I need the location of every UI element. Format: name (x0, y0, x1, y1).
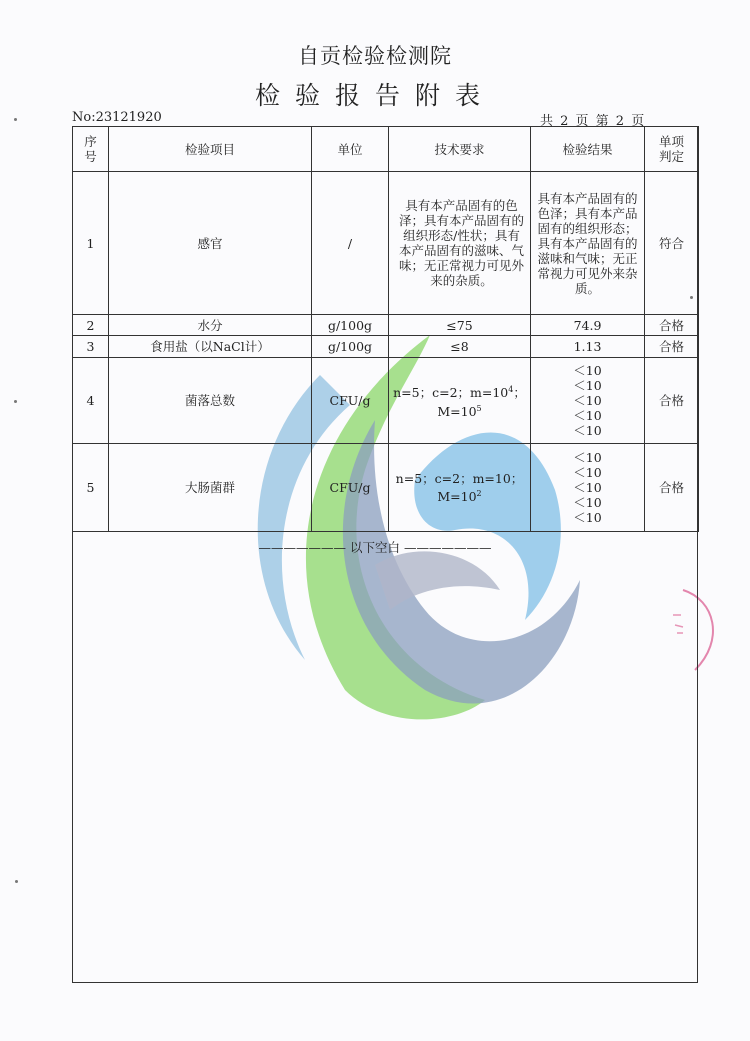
row-seq: 3 (73, 336, 109, 358)
row-unit: CFU/g (312, 358, 389, 444)
row-requirement: ≤8 (389, 336, 531, 358)
row-result: 1.13 (531, 336, 645, 358)
result-value: ＜10 (573, 480, 602, 495)
requirement-line2: M=10 (437, 489, 477, 505)
requirement-line2: M=10 (437, 403, 477, 419)
result-value: ＜10 (573, 378, 602, 393)
result-value: ＜10 (573, 363, 602, 378)
scan-speck (15, 880, 18, 883)
requirement-sep: ； (513, 385, 526, 401)
row-result (531, 358, 645, 444)
row-seq: 1 (73, 172, 109, 315)
row-item: 菌落总数 (109, 358, 312, 444)
row-item: 大肠菌群 (109, 444, 312, 532)
requirement-line1: n=5；c=2；m=10； (395, 470, 524, 486)
row-seq: 2 (73, 315, 109, 336)
header-result: 检验结果 (531, 127, 645, 172)
table-row (73, 444, 699, 532)
requirement-line1: n=5；c=2；m=10 (393, 385, 509, 401)
row-item: 食用盐（以NaCl计） (109, 336, 312, 358)
requirement-exp-m: 4 (508, 385, 514, 395)
row-verdict: 合格 (645, 336, 699, 358)
requirement-exp-M: 5 (476, 403, 482, 413)
row-seq: 5 (73, 444, 109, 532)
page-info: 共 2 页 第 2 页 (540, 114, 645, 129)
scan-speck (14, 400, 17, 403)
result-value: ＜10 (573, 450, 602, 465)
result-value: ＜10 (573, 393, 602, 408)
table-row (73, 358, 699, 444)
scan-speck (14, 118, 17, 121)
row-verdict: 符合 (645, 172, 699, 315)
report-subtitle: 检验报告附表 (254, 81, 495, 110)
row-requirement: 具有本产品固有的色泽；具有本产品固有的组织形态/性状；具有本产品固有的滋味、气味；无正常视力可见外来的杂质。 (389, 172, 531, 315)
result-value: ＜10 (573, 465, 602, 480)
row-requirement: ≤75 (389, 315, 531, 336)
row-result: 具有本产品固有的色泽；具有本产品固有的组织形态；具有本产品固有的滋味和气味；无正常视力可见外来杂质。 (531, 172, 645, 315)
blank-below-marker: ——————— 以下空白 ——————— (258, 540, 492, 555)
row-requirement (389, 444, 531, 532)
header-verdict: 单项 判定 (645, 127, 699, 172)
result-value: ＜10 (573, 495, 602, 510)
institute-title: 自贡检验检测院 (298, 44, 452, 68)
header-item: 检验项目 (109, 127, 312, 172)
row-unit: g/100g (312, 336, 389, 358)
result-value: ＜10 (573, 510, 602, 525)
row-requirement (389, 358, 531, 444)
row-verdict: 合格 (645, 358, 699, 444)
row-unit: g/100g (312, 315, 389, 336)
row-seq: 4 (73, 358, 109, 444)
results-table (72, 126, 699, 532)
row-verdict: 合格 (645, 444, 699, 532)
header-seq: 序 号 (73, 127, 109, 172)
result-value: ＜10 (573, 423, 602, 438)
header-unit: 单位 (312, 127, 389, 172)
row-item: 感官 (109, 172, 312, 315)
row-unit: CFU/g (312, 444, 389, 532)
table-header-row (73, 127, 699, 172)
table-row (73, 336, 699, 358)
report-number: No:23121920 (72, 110, 162, 125)
row-result: 74.9 (531, 315, 645, 336)
row-item: 水分 (109, 315, 312, 336)
header-requirement: 技术要求 (389, 127, 531, 172)
requirement-exp-M: 2 (476, 488, 482, 498)
row-unit: / (312, 172, 389, 315)
table-row (73, 315, 699, 336)
row-verdict: 合格 (645, 315, 699, 336)
result-value: ＜10 (573, 408, 602, 423)
table-row (73, 172, 699, 315)
row-result (531, 444, 645, 532)
